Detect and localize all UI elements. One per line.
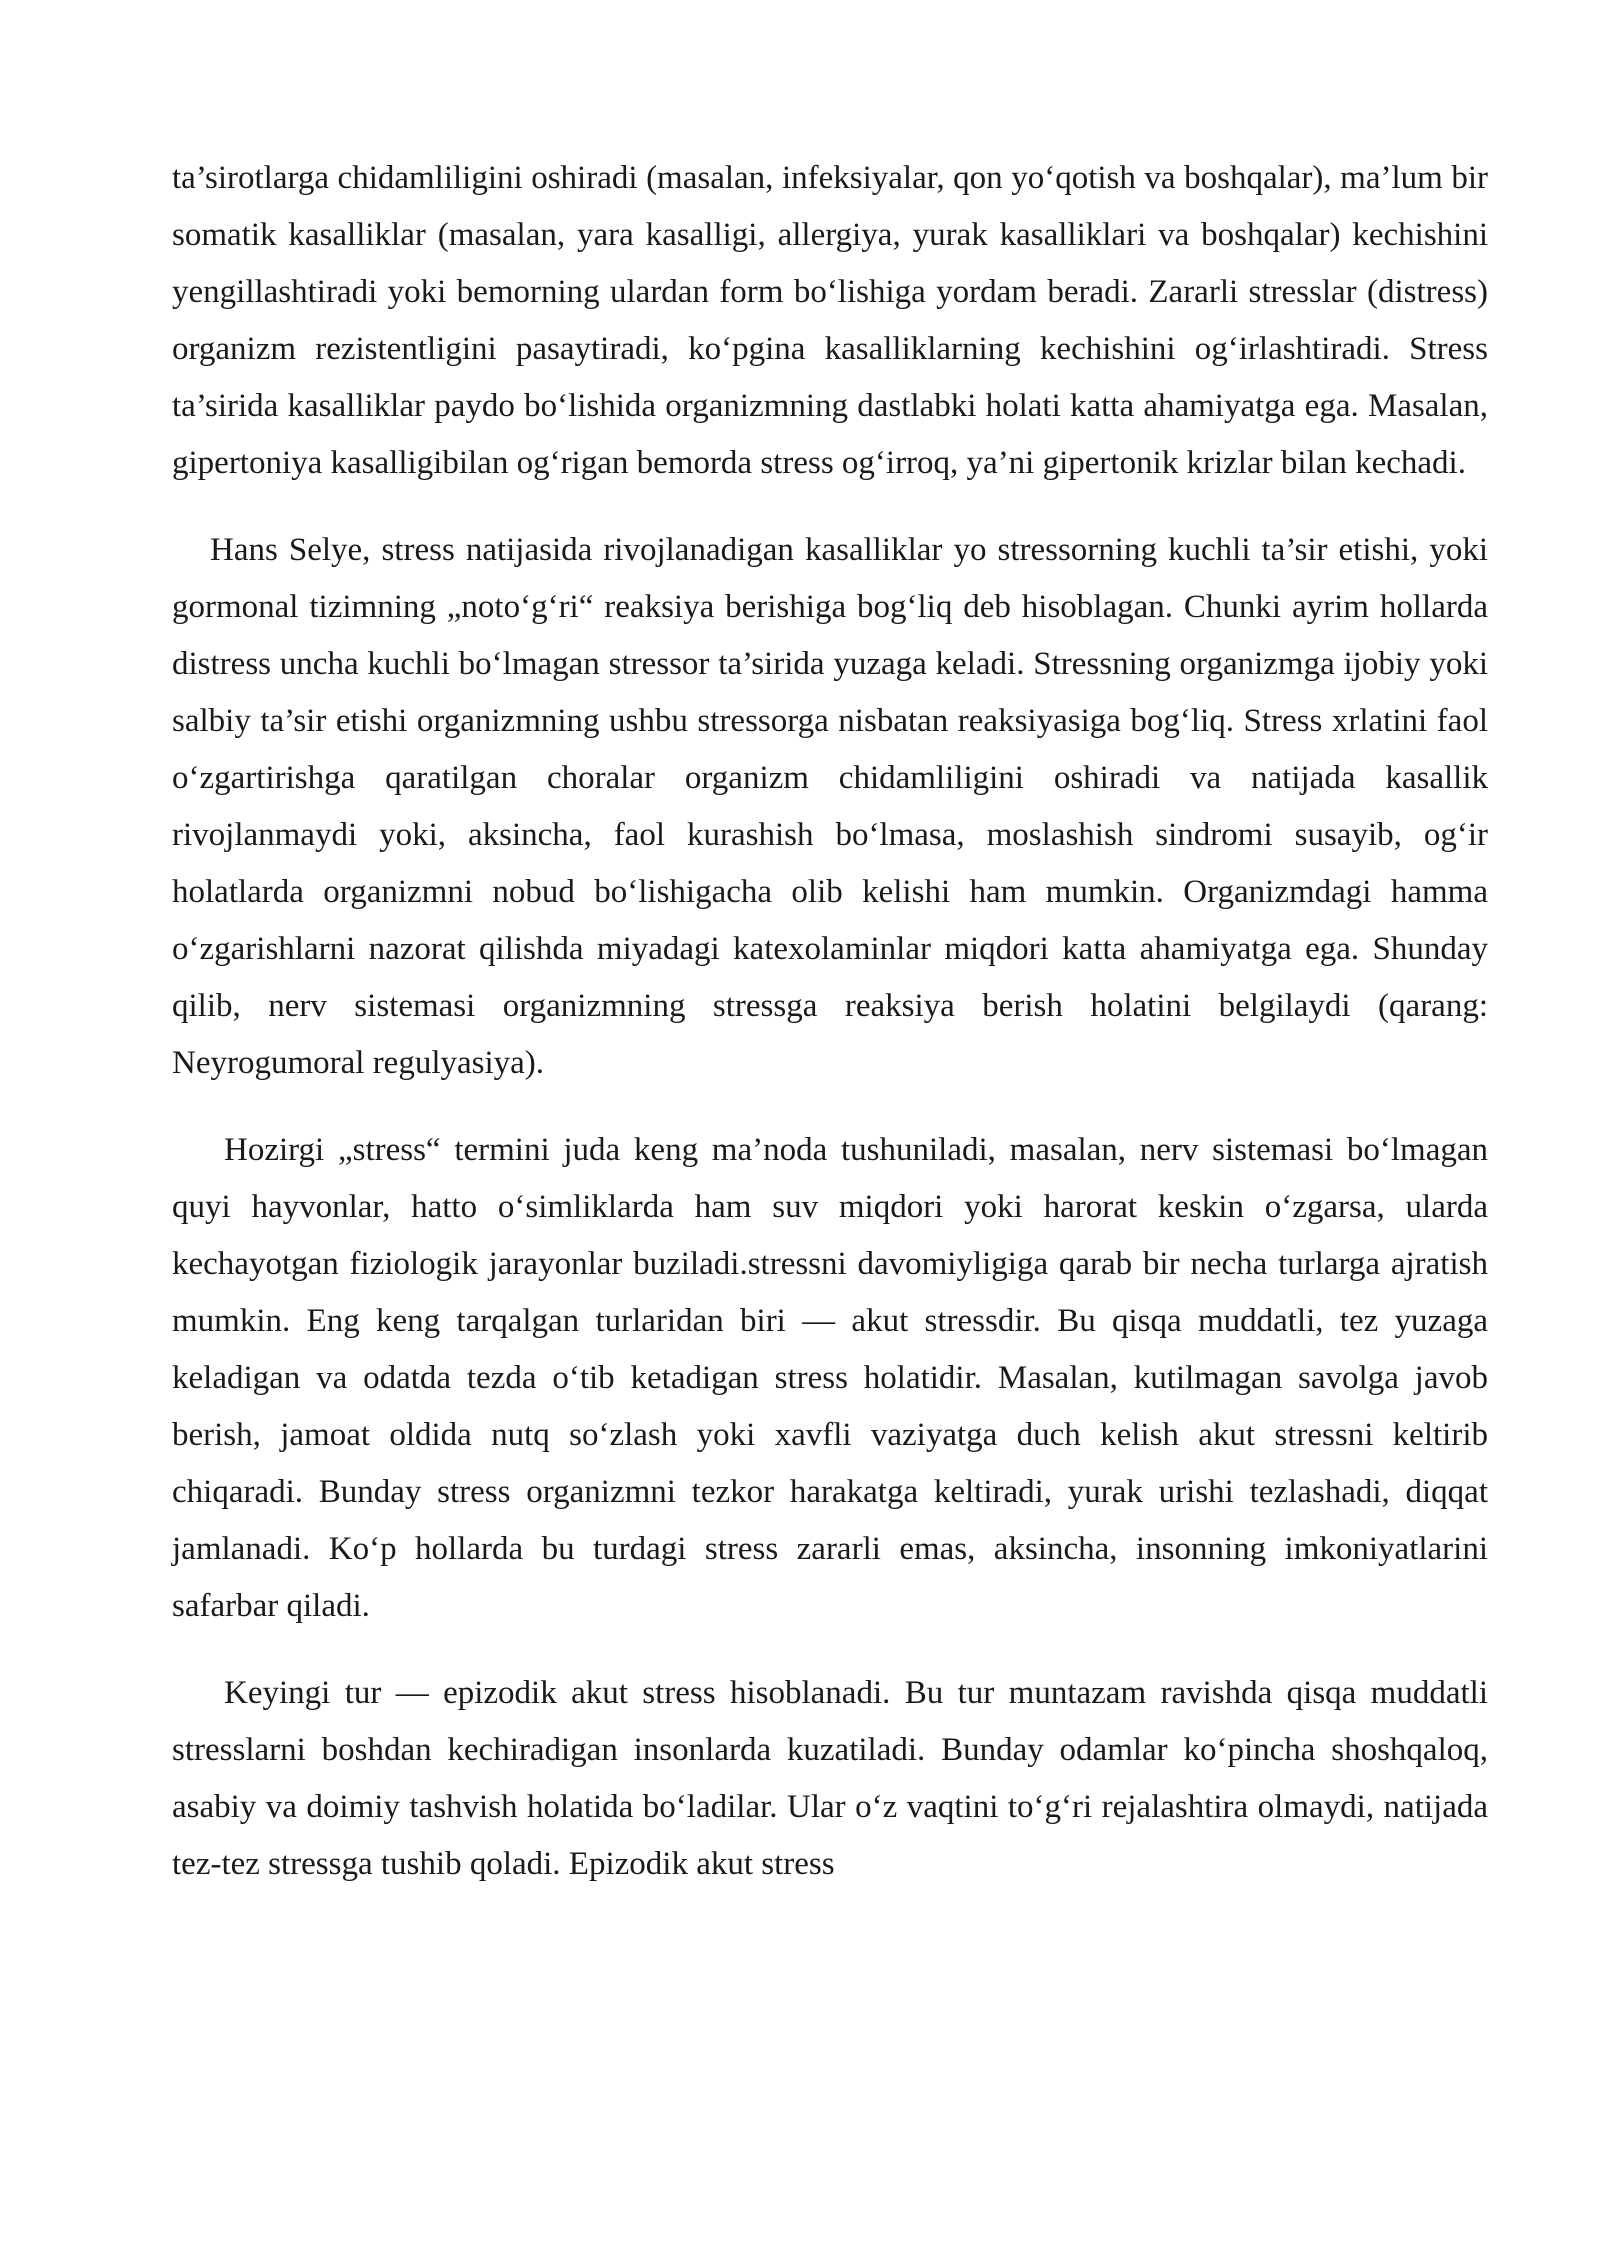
paragraph-2: Hans Selye, stress natijasida rivojlanadigan kasalliklar yo stressorning kuchli ta’sir etishi, yoki gormonal tizimning „noto‘g‘ri“ reaksiya berishiga bog‘liq deb hisoblagan. Chunki ayrim hollarda distress uncha kuchli bo‘lmagan stressor ta’sirida yuzaga keladi. Stressning organizmga ijobiy yoki salbiy ta’sir etishi organizmning ushbu stressorga nisbatan reaksiyasiga bog‘liq. Stress xrlatini faol o‘zgartirishga qaratilgan choralar organizm chidamliligini oshiradi va natijada kasallik rivojlanmaydi yoki, aksincha, faol kurashish bo‘lmasa, moslashish sindromi susayib, og‘ir holatlarda organizmni nobud bo‘lishigacha olib kelishi ham mumkin. Organizmdagi hamma o‘zgarishlarni nazorat qilishda miyadagi katexolaminlar miqdori katta ahamiyatga ega. Shunday qilib, nerv sistemasi organizmning stressga reaksiya berish holatini belgilaydi (qarang: Neyrogumoral regulyasiya).	[172, 532, 1488, 1081]
paragraph-4: Keyingi tur — epizodik akut stress hisoblanadi. Bu tur muntazam ravishda qisqa muddatli stresslarni boshdan kechiradigan insonlarda kuzatiladi. Bunday odamlar ko‘pincha shoshqaloq, asabiy va doimiy tashvish holatida bo‘ladilar. Ular o‘z vaqtini to‘g‘ri rejalashtira olmaydi, natijada tez-tez stressga tushib qoladi. Epizodik akut stress	[172, 1675, 1488, 1882]
paragraph-1: ta’sirotlarga chidamliligini oshiradi (masalan, infeksiyalar, qon yo‘qotish va boshqalar), ma’lum bir somatik kasalliklar (masalan, yara kasalligi, allergiya, yurak kasalliklari va boshqalar) kechishini yengillashtiradi yoki bemorning ulardan form bo‘lishiga yordam beradi. Zararli stresslar (distress) organizm rezistentligini pasaytiradi, ko‘pgina kasalliklarning kechishini og‘irlashtiradi. Stress ta’sirida kasalliklar paydo bo‘lishida organizmning dastlabki holati katta ahamiyatga ega. Masalan, gipertoniya kasalligibilan og‘rigan bemorda stress og‘irroq, ya’ni gipertonik krizlar bilan kechadi.	[172, 160, 1488, 481]
document-page	[172, 150, 1488, 1923]
paragraph-3: Hozirgi „stress“ termini juda keng ma’noda tushuniladi, masalan, nerv sistemasi bo‘lmagan quyi hayvonlar, hatto o‘simliklarda ham suv miqdori yoki harorat keskin o‘zgarsa, ularda kechayotgan fiziologik jarayonlar buziladi.stressni davomiyligiga qarab bir necha turlarga ajratish mumkin. Eng keng tarqalgan turlaridan biri — akut stressdir. Bu qisqa muddatli, tez yuzaga keladigan va odatda tezda o‘tib ketadigan stress holatidir. Masalan, kutilmagan savolga javob berish, jamoat oldida nutq so‘zlash yoki xavfli vaziyatga duch kelish akut stressni keltirib chiqaradi. Bunday stress organizmni tezkor harakatga keltiradi, yurak urishi tezlashadi, diqqat jamlanadi. Ko‘p hollarda bu turdagi stress zararli emas, aksincha, insonning imkoniyatlarini safarbar qiladi.	[172, 1132, 1488, 1624]
